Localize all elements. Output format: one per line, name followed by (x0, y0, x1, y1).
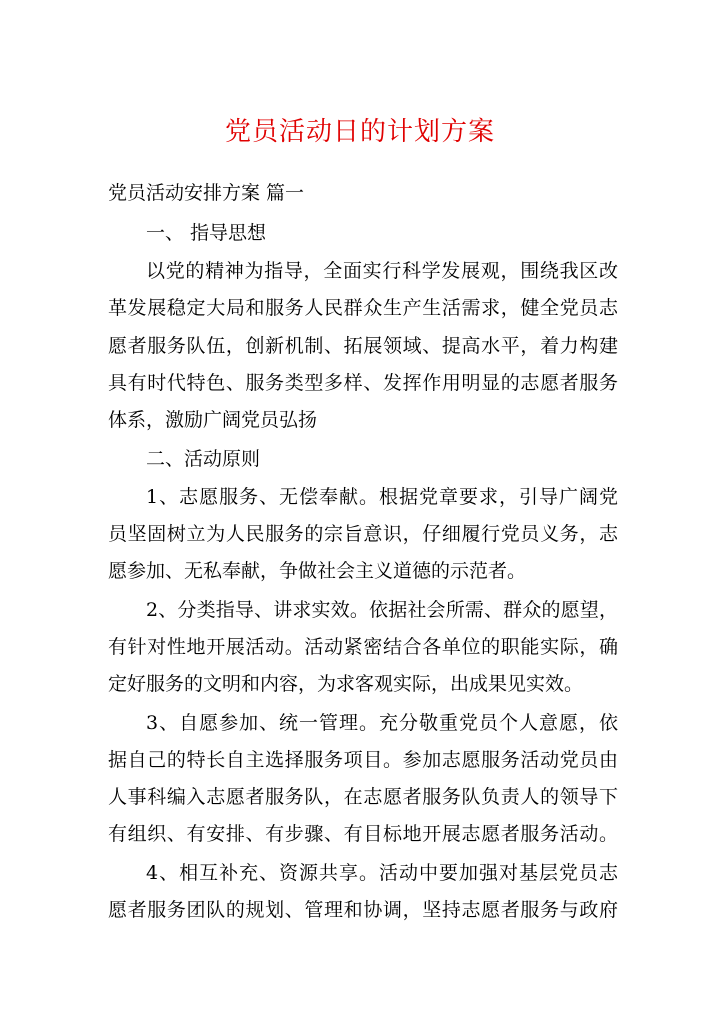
paragraph-line: 人事科编入志愿者服务队，在志愿者服务队负责人的领导下 (108, 786, 618, 808)
section-heading: 党员活动安排方案 篇一 (108, 182, 305, 204)
document-title: 党员活动日的计划方案 (224, 117, 495, 147)
paragraph-line: 1、志愿服务、无偿奉献。根据党章要求，引导广阔党 (146, 486, 618, 508)
paragraph-line: 愿者服务队伍，创新机制、拓展领域、提高水平，着力构建 (108, 335, 618, 357)
paragraph-line: 革发展稳定大局和服务人民群众生产生活需求，健全党员志 (108, 297, 618, 319)
paragraph-line: 据自己的特长自主选择服务项目。参加志愿服务活动党员由 (108, 749, 618, 771)
paragraph-line: 具有时代特色、服务类型多样、发挥作用明显的志愿者服务 (108, 372, 618, 394)
paragraph-line: 以党的精神为指导，全面实行科学发展观，围绕我区改 (146, 260, 618, 282)
paragraph-line: 3、自愿参加、统一管理。充分敬重党员个人意愿，依 (146, 712, 618, 734)
subsection-heading: 一、 指导思想 (146, 222, 267, 244)
paragraph-line: 愿参加、无私奉献，争做社会主义道德的示范者。 (108, 560, 527, 582)
paragraph-line: 体系，激励广阔党员弘扬 (108, 409, 318, 431)
paragraph-line: 定好服务的文明和内容，为求客观实际，出成果见实效。 (108, 673, 584, 695)
paragraph-line: 4、相互补充、资源共享。活动中要加强对基层党员志 (146, 862, 618, 884)
paragraph-line: 2、分类指导、讲求实效。依据社会所需、群众的愿望， (146, 599, 618, 621)
paragraph-line: 愿者服务团队的规划、管理和协调，坚持志愿者服务与政府 (108, 899, 618, 921)
paragraph-line: 员坚固树立为人民服务的宗旨意识，仔细履行党员义务，志 (108, 523, 618, 545)
subsection-heading: 二、活动原则 (146, 448, 261, 470)
paragraph-line: 有组织、有安排、有步骤、有目标地开展志愿者服务活动。 (108, 823, 618, 845)
paragraph-line: 有针对性地开展活动。活动紧密结合各单位的职能实际，确 (108, 636, 618, 658)
